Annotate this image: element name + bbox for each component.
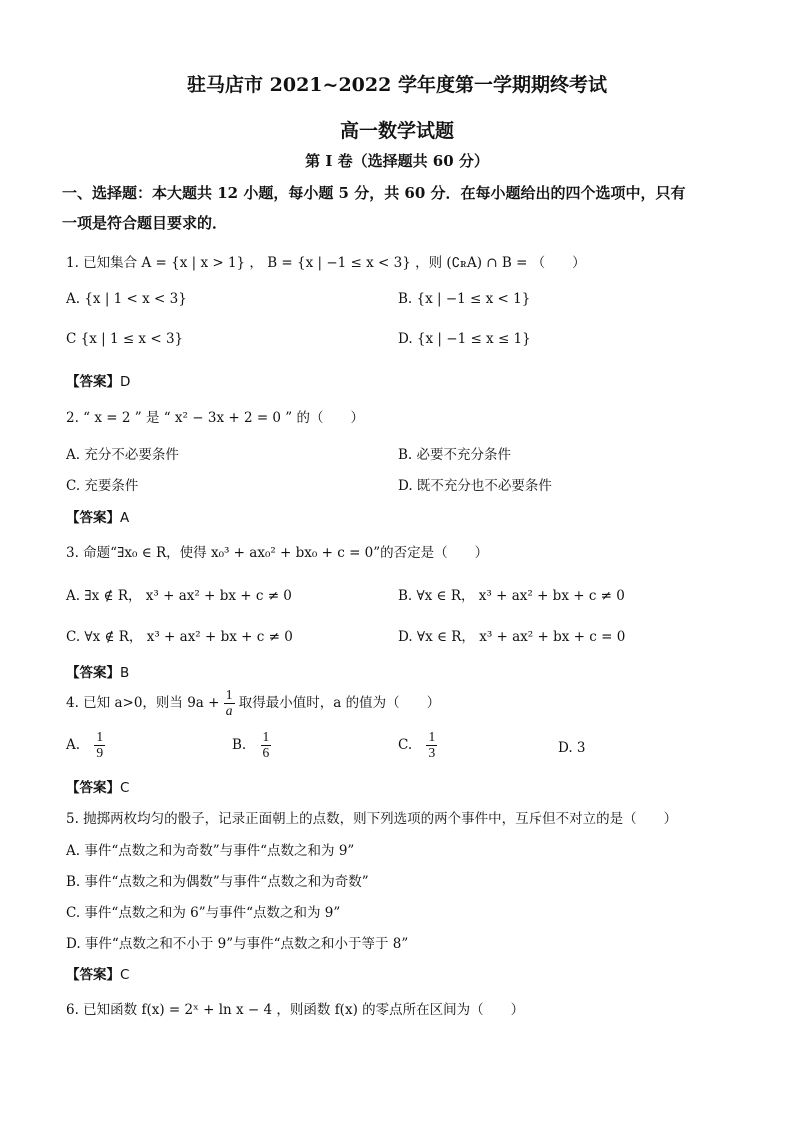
option-label: B. — [232, 736, 247, 753]
answer-value: D — [120, 374, 131, 390]
question-3-option-c: C. ∀x ∉ R， x³ + ax² + bx + c ≠ 0 — [66, 629, 293, 645]
question-4-option-c — [398, 730, 437, 761]
question-5-answer — [66, 963, 129, 983]
question-1-option-b: B. {x | −1 ≤ x < 1} — [398, 291, 531, 307]
answer-tag: 【答案】 — [66, 374, 120, 390]
question-2-option-c: C. 充要条件 — [66, 478, 139, 494]
answer-tag: 【答案】 — [66, 510, 120, 526]
question-4-option-b — [232, 730, 271, 761]
answer-value: A — [120, 510, 130, 526]
fraction-numerator: 1 — [225, 687, 233, 702]
fraction-numerator: 1 — [428, 729, 436, 744]
answer-value: B — [120, 665, 130, 681]
question-4-option-d: D. 3 — [558, 740, 586, 756]
exam-title: 驻马店市 2021~2022 学年度第一学期期终考试 — [187, 74, 607, 96]
question-1-answer — [66, 370, 130, 390]
option-fraction — [261, 730, 272, 761]
question-2-stem: 2. “ x = 2 ” 是 “ x² − 3x + 2 = 0 ” 的（ ） — [66, 410, 365, 426]
fraction-numerator: 1 — [262, 729, 270, 744]
section-label: 第 I 卷（选择题共 60 分） — [305, 152, 489, 170]
question-4-answer — [66, 776, 129, 796]
fraction-denominator: a — [225, 702, 233, 718]
question-4-stem-pre: 4. 已知 a>0，则当 9a + — [66, 694, 220, 711]
question-3-stem: 3. 命题“∃x₀ ∈ R，使得 x₀³ + ax₀² + bx₀ + c = 0”的否定是（ ） — [66, 545, 489, 561]
instructions-line-2: 一项是符合题目要求的． — [62, 214, 228, 232]
question-2-option-b: B. 必要不充分条件 — [398, 447, 512, 463]
option-fraction — [94, 730, 105, 761]
fraction-denominator: 6 — [262, 744, 270, 760]
question-5-option-c: C. 事件“点数之和为 6”与事件“点数之和为 9” — [66, 905, 341, 921]
option-label: A. — [66, 736, 81, 753]
answer-tag: 【答案】 — [66, 665, 120, 681]
question-1-stem: 1. 已知集合 A = {x | x > 1} ， B = {x | −1 ≤ x < 3} ，则 (∁ꭱA) ∩ B = （ ） — [66, 255, 586, 271]
question-5-option-d: D. 事件“点数之和不小于 9”与事件“点数之和小于等于 8” — [66, 936, 409, 952]
question-2-answer — [66, 506, 129, 526]
fraction-denominator: 3 — [428, 744, 436, 760]
question-1-option-d: D. {x | −1 ≤ x ≤ 1} — [398, 331, 531, 347]
question-4-fraction — [224, 688, 235, 719]
question-3-answer — [66, 661, 129, 681]
question-5-stem: 5. 抛掷两枚均匀的骰子，记录正面朝上的点数，则下列选项的两个事件中，互斥但不对立的是（ ） — [66, 811, 678, 827]
answer-value: C — [120, 967, 130, 983]
question-5-option-a: A. 事件“点数之和为奇数”与事件“点数之和为 9” — [66, 843, 355, 859]
question-3-option-b: B. ∀x ∈ R， x³ + ax² + bx + c ≠ 0 — [398, 588, 625, 604]
question-2-option-a: A. 充分不必要条件 — [66, 447, 179, 463]
question-5-option-b: B. 事件“点数之和为偶数”与事件“点数之和为奇数” — [66, 874, 369, 890]
exam-subtitle: 高一数学试题 — [339, 120, 454, 142]
answer-value: C — [120, 780, 130, 796]
fraction-denominator: 9 — [96, 744, 104, 760]
question-4-stem — [66, 688, 440, 719]
question-4-option-a — [66, 730, 105, 761]
option-fraction — [426, 730, 437, 761]
question-1-option-a: A. {x | 1 < x < 3} — [66, 291, 187, 307]
question-2-option-d: D. 既不充分也不必要条件 — [398, 478, 552, 494]
question-1-option-c: C {x | 1 ≤ x < 3} — [66, 331, 184, 347]
question-4-stem-post: 取得最小值时，a 的值为（ ） — [238, 694, 441, 711]
question-6-stem: 6. 已知函数 f(x) = 2ˣ + ln x − 4 ，则函数 f(x) 的零点所在区间为（ ） — [66, 1002, 525, 1018]
question-3-option-a: A. ∃x ∉ R， x³ + ax² + bx + c ≠ 0 — [66, 588, 292, 604]
fraction-numerator: 1 — [96, 729, 104, 744]
answer-tag: 【答案】 — [66, 967, 120, 983]
instructions-line-1: 一、选择题：本大题共 12 小题，每小题 5 分，共 60 分．在每小题给出的四个选项中，只有 — [62, 184, 686, 202]
option-label: C. — [398, 736, 413, 753]
question-3-option-d: D. ∀x ∈ R， x³ + ax² + bx + c = 0 — [398, 629, 626, 645]
answer-tag: 【答案】 — [66, 780, 120, 796]
